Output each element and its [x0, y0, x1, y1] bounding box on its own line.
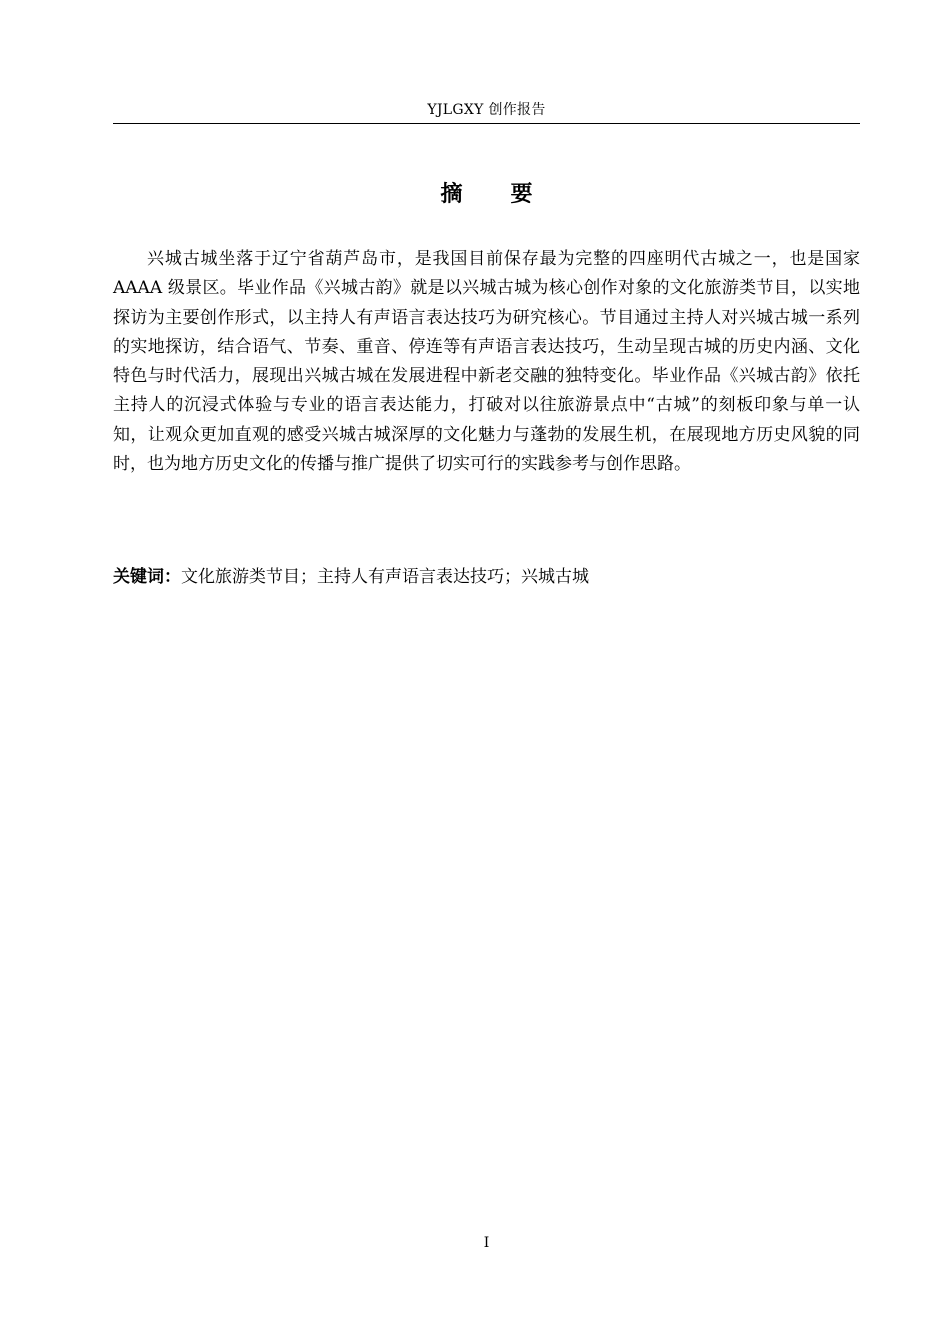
abstract-title [113, 178, 860, 212]
header-rule [113, 123, 860, 124]
abstract-title-char-1: 摘 [440, 182, 463, 207]
page-number: I [483, 1235, 490, 1251]
running-header: YJLGXY 创作报告 [427, 102, 546, 118]
keywords-line [113, 563, 860, 592]
keywords-label: 关键词： [113, 567, 181, 587]
abstract-body: 兴城古城坐落于辽宁省葫芦岛市，是我国目前保存最为完整的四座明代古城之一，也是国家 AAAA 级景区。毕业作品《兴城古韵》就是以兴城古城为核心创作对象的文化旅游类节目，以实地探访为主要创作形式，以主持人有声语言表达技巧为研究核心。节目通过主持人对兴城古城一系列的实地探访，结合语气、节奏、重音、停连等有声语言表达技巧，生动呈现古城的历史内涵、文化特色与时代活力，展现出兴城古城在发展进程中新老交融的独特变化。毕业作品《兴城古韵》依托主持人的沉浸式体验与专业的语言表达能力，打破对以往旅游景点中“古城”的刻板印象与单一认知，让观众更加直观的感受兴城古城深厚的文化魅力与蓬勃的发展生机，在展现地方历史风貌的同时，也为地方历史文化的传播与推广提供了切实可行的实践参考与创作思路。 [113, 249, 860, 475]
abstract-title-char-2: 要 [510, 182, 533, 207]
keywords-text: 文化旅游类节目；主持人有声语言表达技巧；兴城古城 [181, 567, 589, 587]
